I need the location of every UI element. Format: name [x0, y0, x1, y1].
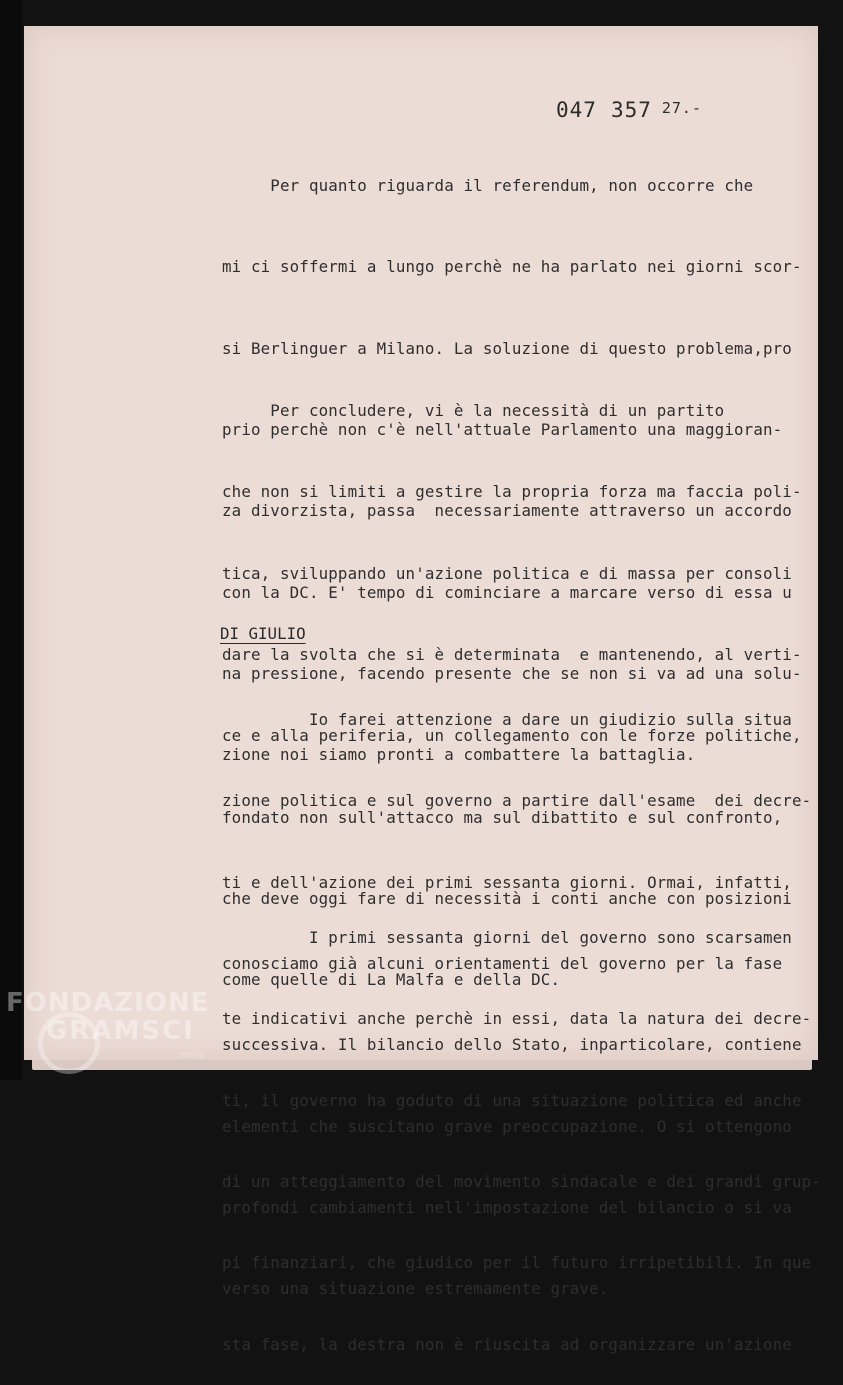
text-line: te indicativi anche perchè in essi, data la natura dei decre-	[222, 1009, 812, 1029]
speaker-heading: DI GIULIO	[220, 624, 306, 643]
text-line: di un atteggiamento del movimento sindacale e dei grandi grup-	[222, 1172, 821, 1192]
watermark-line1: FONDAZIONE	[6, 988, 210, 1018]
text-line: come quelle di La Malfa e della DC.	[222, 970, 561, 990]
text-line: zione politica e sul governo a partire dall'esame dei decre-	[222, 791, 812, 811]
paragraph-sessanta-giorni	[222, 870, 821, 1385]
text-line: I primi sessanta giorni del governo sono scarsamen	[222, 928, 792, 948]
text-line: ce e alla periferia, un collegamento con le forze politiche,	[222, 726, 802, 746]
text-line: si Berlinguer a Milano. La soluzione di questo problema,pro	[222, 338, 792, 358]
text-line: pi finanziari, che giudico per il futuro irripetibili. In que	[222, 1253, 812, 1273]
text-line: ti, il governo ha goduto di una situazione politica ed anche	[222, 1090, 802, 1110]
text-line: tica, sviluppando un'azione politica e di massa per consoli	[222, 563, 792, 583]
text-line: profondi cambiamenti nell'impostazione del bilancio o si va	[222, 1197, 792, 1217]
text-line: fondato non sull'attacco ma sul dibattito e sul confronto,	[222, 807, 783, 827]
text-line: dare la svolta che si è determinata e mantenendo, al verti-	[222, 645, 802, 665]
text-line: conosciamo già alcuni orientamenti del governo per la fase	[222, 954, 783, 974]
watermark-line2: GRAMSCI	[46, 1016, 195, 1046]
text-line: elementi che suscitano grave preoccupazione. O si ottengono	[222, 1116, 792, 1136]
page-index: 27.-	[661, 99, 702, 117]
text-line: mi ci soffermi a lungo perchè ne ha parlato nei giorni scor-	[222, 257, 802, 277]
fondazione-gramsci-watermark	[6, 988, 216, 1078]
scanner-edge	[0, 0, 22, 1080]
archive-box-number: 047	[556, 98, 597, 122]
text-line: Per concludere, vi è la necessità di un partito	[222, 401, 725, 421]
text-line: prio perchè non c'è nell'attuale Parlamento una maggioran-	[222, 420, 783, 440]
text-line: con la DC. E' tempo di cominciare a marcare verso di essa u	[222, 582, 792, 602]
text-line: verso una situazione estremamente grave.	[222, 1279, 609, 1299]
text-line: za divorzista, passa necessariamente attraverso un accordo	[222, 501, 792, 521]
text-line: che deve oggi fare di necessità i conti anche con posizioni	[222, 888, 792, 908]
text-line: zione noi siamo pronti a combattere la battaglia.	[222, 745, 696, 765]
text-line: na pressione, facendo presente che se non si va ad una solu-	[222, 663, 802, 683]
text-line: Per quanto riguarda il referendum, non occorre che	[222, 176, 754, 196]
text-line: successiva. Il bilancio dello Stato, inparticolare, contiene	[222, 1035, 802, 1055]
text-line: ti e dell'azione dei primi sessanta giorni. Ormai, infatti,	[222, 872, 792, 892]
text-line: sta fase, la destra non è riuscita ad organizzare un'azione	[222, 1334, 792, 1354]
watermark-line3: onlus	[178, 1050, 205, 1061]
archive-sheet-number: 357	[610, 98, 652, 122]
text-line: che non si limiti a gestire la propria forza ma faccia poli-	[222, 482, 802, 502]
text-line: Io farei attenzione a dare un giudizio sulla situa	[222, 710, 792, 730]
